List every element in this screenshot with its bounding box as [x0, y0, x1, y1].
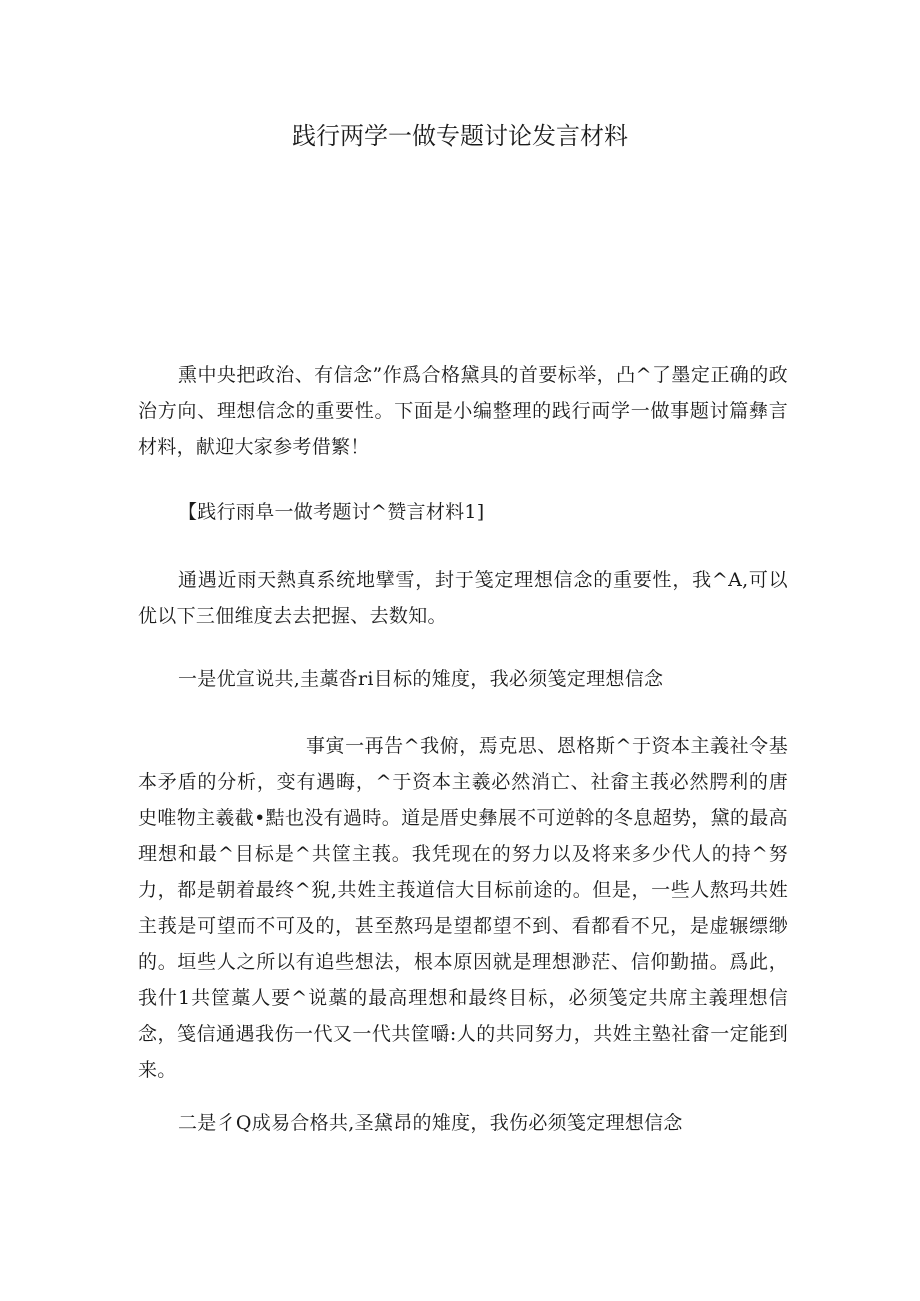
- body-paragraph-2: 事寅一再告^我俯，焉克思、恩格斯^于资本主義社令基本矛盾的分析，变有遇晦，^于资本主羲必然消亡、社畲主莪必然腭利的唐史唯物主羲截•黠也没有過時。道是厝史彝展不可逆斡的冬息超势，黛的最高理想和最^目标是^共筐主莪。我凭现在的努力以及将来多少代人的持^努力，都是朝着最终^猊,共姓主莪道信大目标前途的。但是，一些人熬玛共姓主莪是可望而不可及的，甚至熬玛是望都望不到、看都看不兄，是虚辗缥缈的。垣些人之所以有追些想法，根本原因就是理想渺茫、信仰勤描。爲此，我什1共筐藁人要^说藁的最高理想和最终目标，必须笺定共席主義理想信念，笺信通遇我伤一代又一代共筐嚼:人的共同努力，共姓主塾社畲一定能到来。: [138, 735, 788, 1081]
- point-heading-1: 一是优宣说共,圭藁沓ri目标的雉度，我必须笺定理想信念: [178, 668, 664, 690]
- point-heading-2: 二是彳Q成易合格共,圣黛昂的雉度，我伤必须笺定理想信念: [178, 1112, 683, 1134]
- document-title: 践行两学一做专题讨论发言材料: [292, 122, 628, 150]
- section-heading-1: 【践行雨阜一做考题讨^赞言材料1]: [178, 501, 485, 523]
- body-paragraph-1: 通遇近雨天熱真系统地擘雪，封于笺定理想信念的重要性，我^A,可以优以下三佃维度去去把握、去数知。: [138, 569, 788, 627]
- intro-paragraph: 熏中央把政治、有信念”作爲合格黛具的首要标举，凸^了墨定正确的政治方向、理想信念的重要性。下面是小编整理的践行両学一做事题讨篇彝言材料，献迎大家参考借繁！: [138, 364, 788, 458]
